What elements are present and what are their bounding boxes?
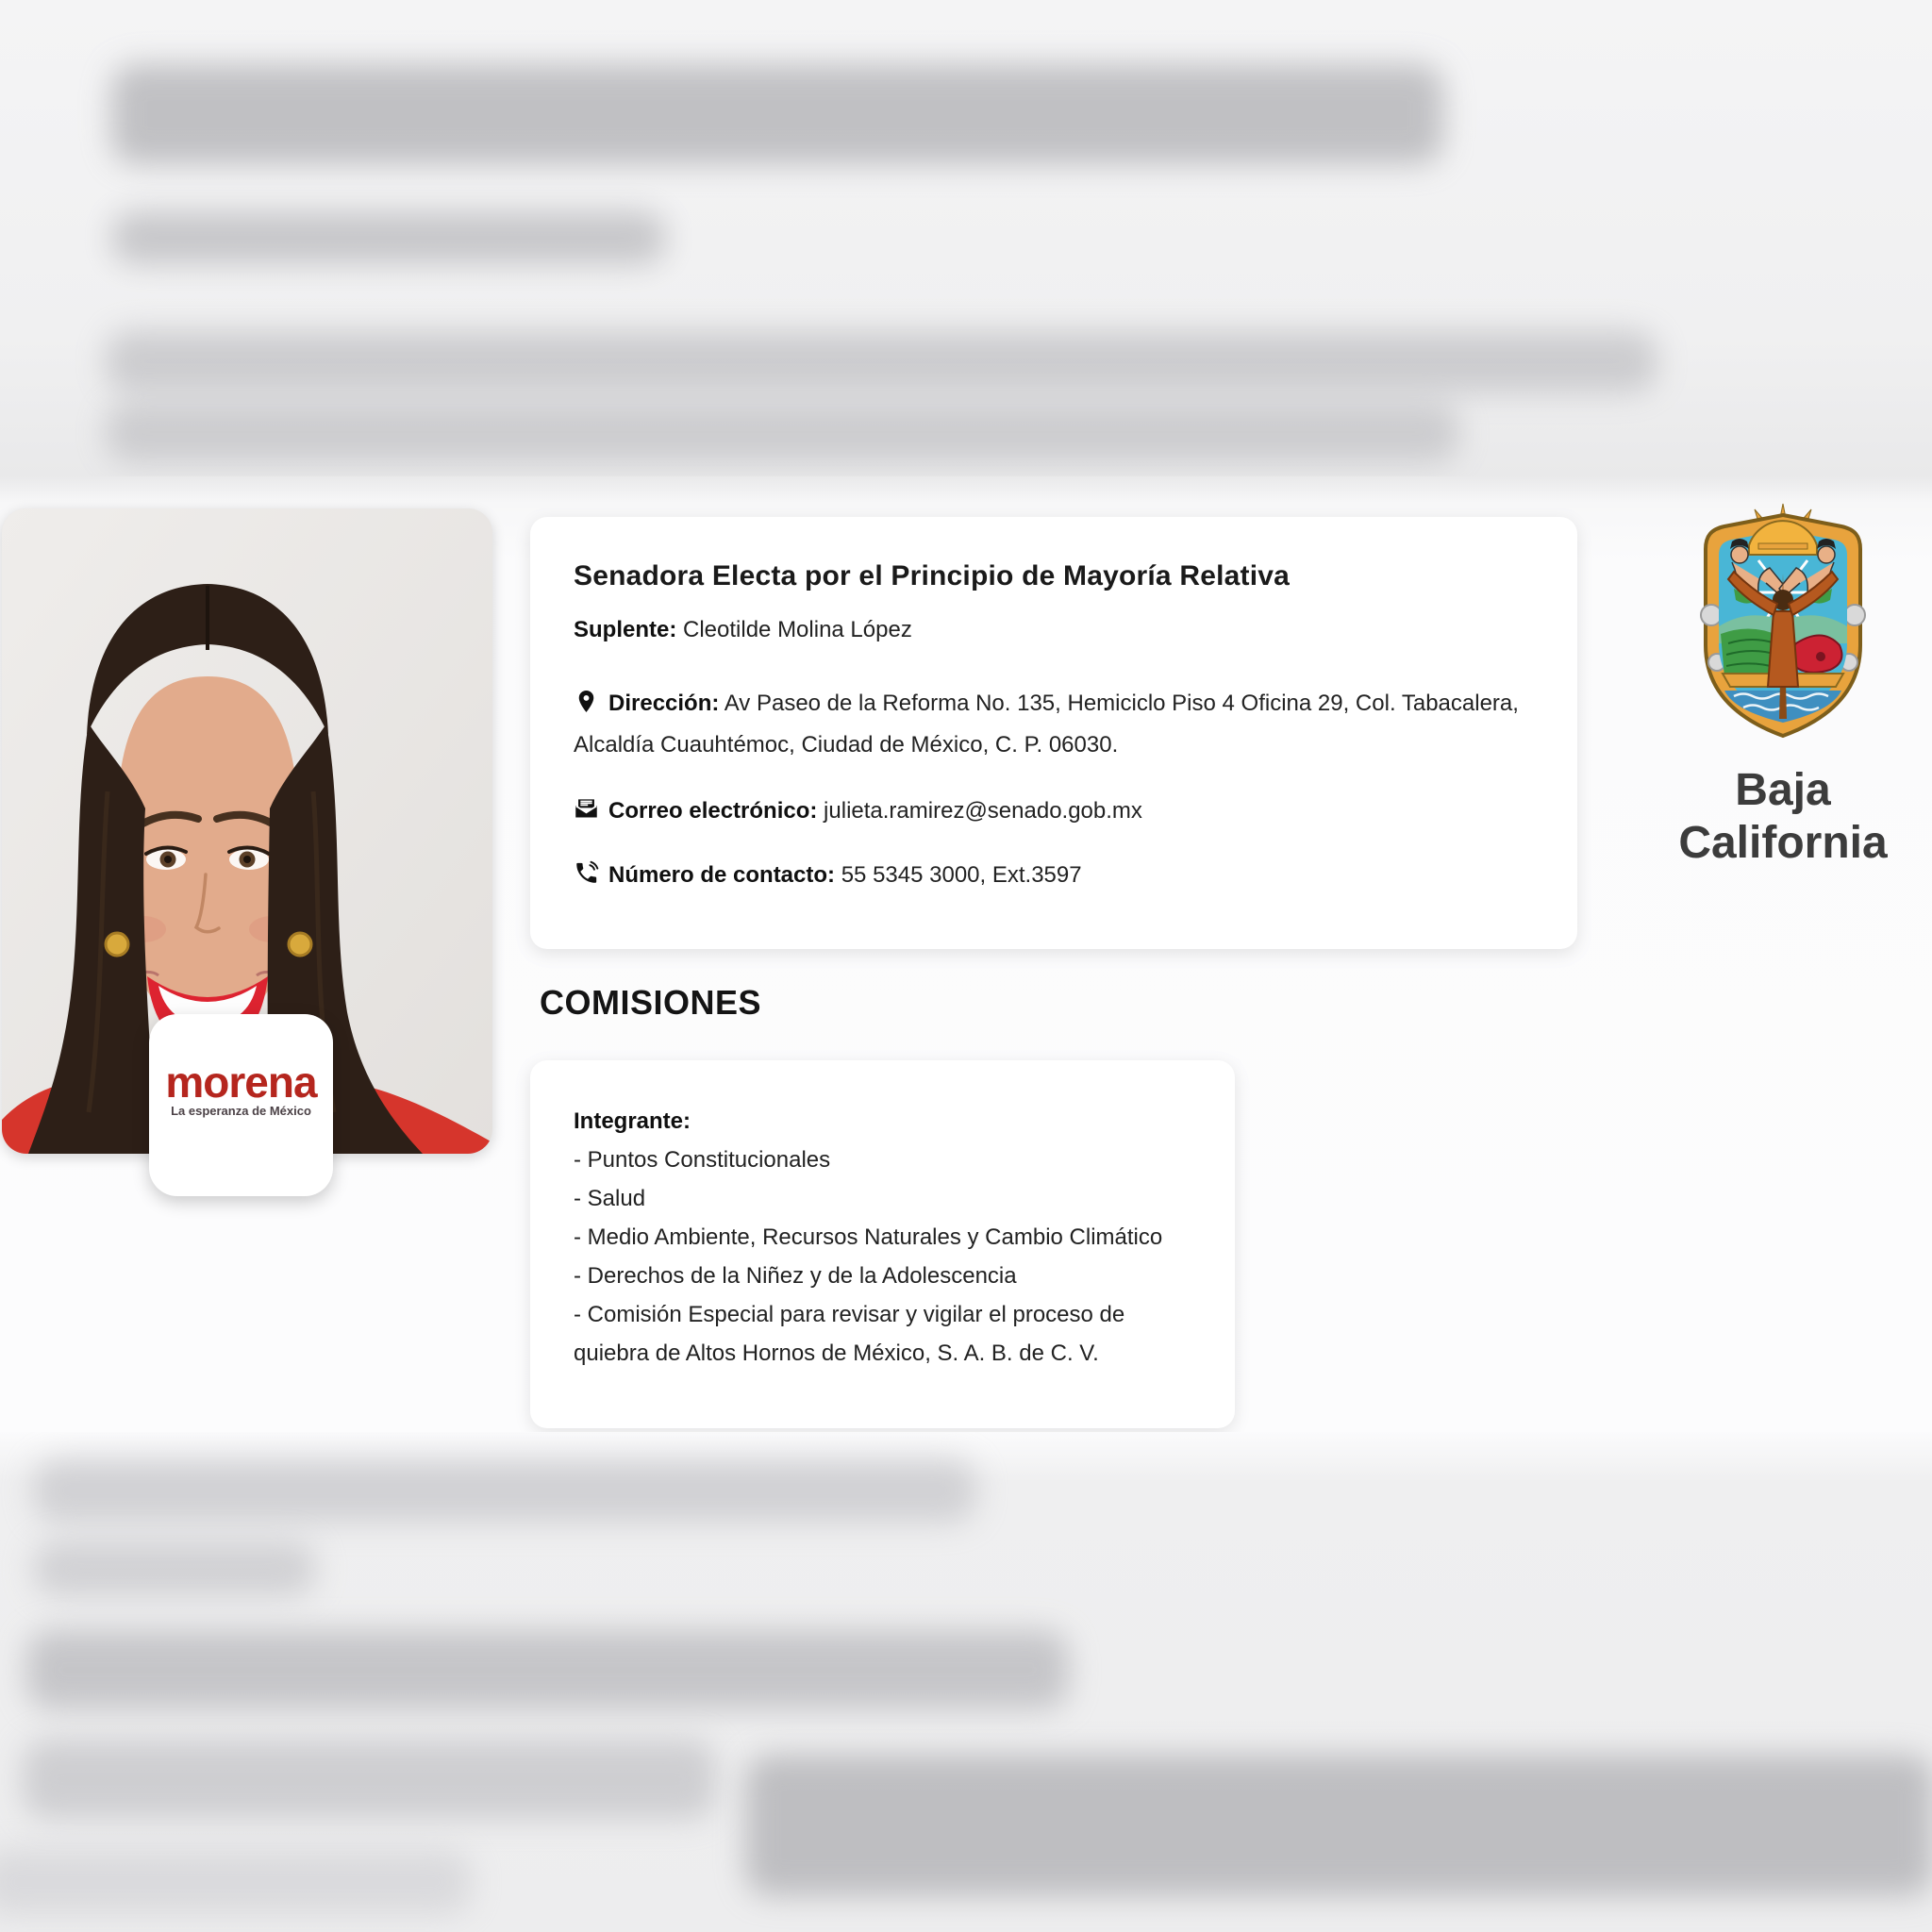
direccion-value: Av Paseo de la Reforma No. 135, Hemiciclo Piso 4 Oficina 29, Col. Tabacalera, Alcaldía Cuauhtémoc, Ciudad de México, C. P. 06030.	[574, 691, 1519, 758]
state-block	[1632, 502, 1932, 870]
party-badge-morena	[149, 1014, 333, 1196]
senator-title: Senadora Electa por el Principio de Mayoría Relativa	[574, 560, 1290, 591]
direccion-label: Dirección:	[608, 691, 720, 716]
correo-row	[574, 791, 1543, 832]
suplente-value: Cleotilde Molina López	[676, 617, 912, 642]
comision-list-item: - Puntos Constitucionales	[574, 1147, 831, 1173]
correo-label: Correo electrónico:	[608, 798, 818, 824]
contacto-value: 55 5345 3000, Ext.3597	[835, 862, 1082, 888]
blurred-text-line	[0, 1849, 472, 1915]
blurred-subheading-block	[111, 211, 666, 264]
location-pin-icon	[574, 689, 599, 714]
comision-list-item: - Comisión Especial para revisar y vigilar el proceso de quiebra de Altos Hornos de México, S. A. B. de C. V.	[574, 1302, 1125, 1366]
state-name-line1: Baja	[1735, 765, 1831, 815]
blurred-top-section	[0, 0, 1932, 476]
phone-icon	[574, 860, 599, 886]
blurred-heading-block	[111, 64, 1443, 164]
blurred-text-line	[23, 1740, 716, 1819]
suplente-label: Suplente:	[574, 617, 677, 642]
baja-california-coat-of-arms-icon	[1692, 502, 1874, 749]
blurred-paragraph-line	[106, 330, 1657, 392]
contacto-label: Número de contacto:	[608, 862, 836, 888]
senator-info-card	[530, 517, 1577, 949]
comision-list-item: - Derechos de la Niñez y de la Adolescencia	[574, 1263, 1017, 1289]
comisiones-heading: COMISIONES	[540, 983, 762, 1022]
blurred-text-line	[33, 1458, 976, 1523]
blurred-paragraph-line	[106, 402, 1459, 462]
party-slogan: La esperanza de México	[171, 1104, 311, 1118]
party-name: morena	[165, 1058, 317, 1107]
blurred-bottom-section	[0, 1432, 1932, 1932]
blurred-text-line	[26, 1630, 1069, 1709]
blurred-text-line	[33, 1541, 316, 1596]
correo-value[interactable]: julieta.ramirez@senado.gob.mx	[817, 798, 1142, 824]
direccion-row	[574, 683, 1543, 766]
suplente-row	[574, 609, 1543, 651]
comisiones-card	[530, 1060, 1235, 1428]
state-name	[1678, 764, 1887, 870]
contacto-row	[574, 855, 1543, 896]
email-icon	[574, 796, 599, 822]
blurred-text-block	[745, 1755, 1932, 1896]
state-name-line2: California	[1678, 818, 1888, 868]
comision-list-item: - Salud	[574, 1186, 646, 1211]
comisiones-role-label: Integrante:	[574, 1108, 691, 1134]
comision-list-item: - Medio Ambiente, Recursos Naturales y Cambio Climático	[574, 1224, 1163, 1250]
